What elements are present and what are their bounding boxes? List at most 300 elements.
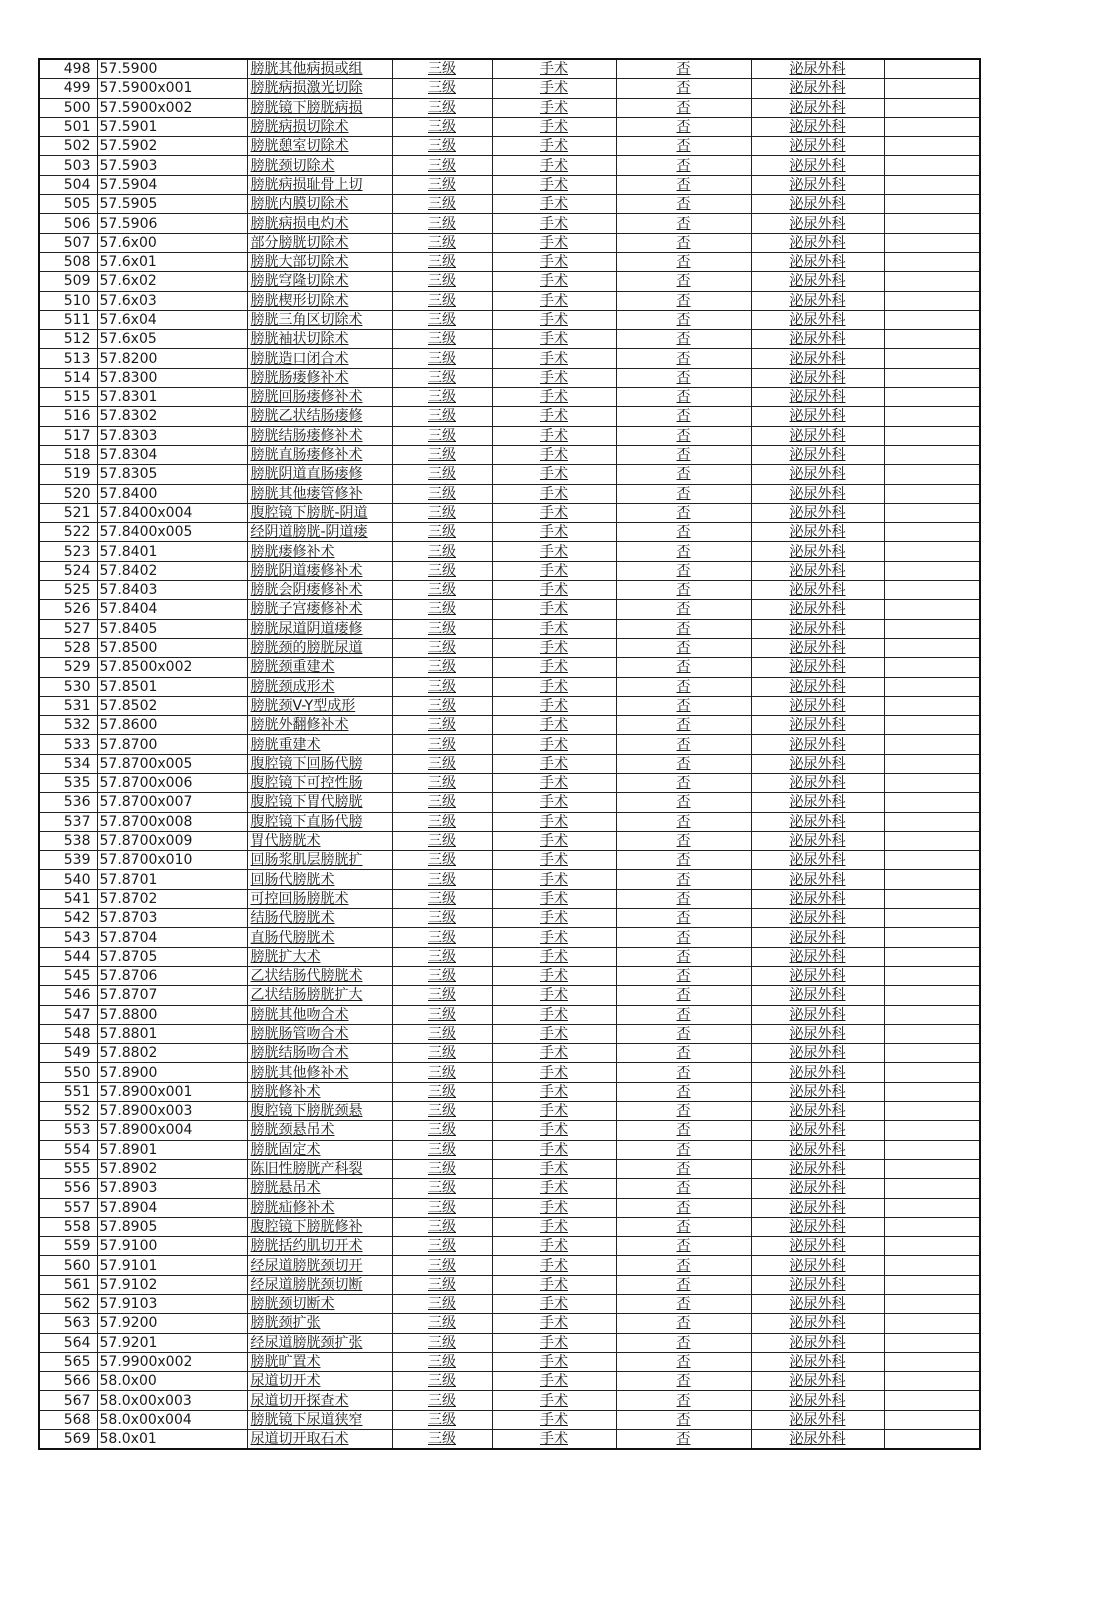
category-cell: 手术 [492,503,616,522]
row-number-cell: 498 [39,59,97,79]
department-cell: 泌尿外科 [751,909,884,928]
table-row [39,1102,980,1121]
row-number-cell: 557 [39,1198,97,1217]
category-cell: 手术 [492,1024,616,1043]
empty-cell [884,233,980,252]
row-number-cell: 553 [39,1121,97,1140]
procedure-code-cell: 57.8305 [97,465,247,484]
procedure-code-cell: 57.6x00 [97,233,247,252]
department-cell: 泌尿外科 [751,1430,884,1450]
flag-cell: 否 [616,542,751,561]
category-cell: 手术 [492,928,616,947]
procedure-code-cell: 57.5906 [97,214,247,233]
procedure-name-cell: 膀胱颈成形术 [247,677,392,696]
empty-cell [884,638,980,657]
table-row [39,947,980,966]
empty-cell [884,773,980,792]
procedure-code-cell: 57.5902 [97,137,247,156]
procedure-name-cell: 腹腔镜下膀胱修补 [247,1217,392,1236]
flag-cell: 否 [616,523,751,542]
department-cell: 泌尿外科 [751,1314,884,1333]
level-cell: 三级 [392,542,492,561]
category-cell: 手术 [492,581,616,600]
department-cell: 泌尿外科 [751,1082,884,1101]
procedure-code-cell: 57.8801 [97,1024,247,1043]
department-cell: 泌尿外科 [751,59,884,79]
row-number-cell: 567 [39,1391,97,1410]
flag-cell: 否 [616,870,751,889]
procedure-code-cell: 57.5903 [97,156,247,175]
category-cell: 手术 [492,484,616,503]
flag-cell: 否 [616,59,751,79]
procedure-name-cell: 经阴道膀胱-阴道瘘 [247,523,392,542]
procedure-name-cell: 膀胱肠瘘修补术 [247,368,392,387]
level-cell: 三级 [392,330,492,349]
procedure-name-cell: 膀胱病损切除术 [247,117,392,136]
flag-cell: 否 [616,1044,751,1063]
department-cell: 泌尿外科 [751,1198,884,1217]
level-cell: 三级 [392,175,492,194]
empty-cell [884,793,980,812]
procedure-name-cell: 膀胱阴道直肠瘘修 [247,465,392,484]
procedure-code-cell: 57.8900x003 [97,1102,247,1121]
table-row [39,1391,980,1410]
row-number-cell: 517 [39,426,97,445]
procedure-name-cell: 膀胱颈扩张 [247,1314,392,1333]
row-number-cell: 536 [39,793,97,812]
department-cell: 泌尿外科 [751,1391,884,1410]
flag-cell: 否 [616,368,751,387]
table-row [39,677,980,696]
empty-cell [884,1275,980,1294]
department-cell: 泌尿外科 [751,696,884,715]
procedure-code-cell: 57.8701 [97,870,247,889]
procedure-name-cell: 膀胱外翻修补术 [247,716,392,735]
table-row [39,98,980,117]
procedure-name-cell: 腹腔镜下膀胱颈悬 [247,1102,392,1121]
department-cell: 泌尿外科 [751,812,884,831]
row-number-cell: 552 [39,1102,97,1121]
empty-cell [884,658,980,677]
level-cell: 三级 [392,523,492,542]
level-cell: 三级 [392,272,492,291]
flag-cell: 否 [616,1063,751,1082]
category-cell: 手术 [492,638,616,657]
flag-cell: 否 [616,1217,751,1236]
procedure-code-cell: 57.8200 [97,349,247,368]
procedure-code-cell: 57.8800 [97,1005,247,1024]
procedure-name-cell: 部分膀胱切除术 [247,233,392,252]
empty-cell [884,137,980,156]
table-row [39,1024,980,1043]
procedure-name-cell: 膀胱病损激光切除 [247,79,392,98]
procedure-name-cell: 膀胱子宫瘘修补术 [247,600,392,619]
row-number-cell: 513 [39,349,97,368]
department-cell: 泌尿外科 [751,1044,884,1063]
level-cell: 三级 [392,1217,492,1236]
table-row [39,272,980,291]
department-cell: 泌尿外科 [751,793,884,812]
table-row [39,175,980,194]
level-cell: 三级 [392,1430,492,1450]
empty-cell [884,1005,980,1024]
department-cell: 泌尿外科 [751,947,884,966]
table-row [39,1159,980,1178]
level-cell: 三级 [392,1159,492,1178]
department-cell: 泌尿外科 [751,1333,884,1352]
category-cell: 手术 [492,523,616,542]
row-number-cell: 528 [39,638,97,657]
department-cell: 泌尿外科 [751,1256,884,1275]
flag-cell: 否 [616,1024,751,1043]
procedure-name-cell: 膀胱憩室切除术 [247,137,392,156]
empty-cell [884,79,980,98]
flag-cell: 否 [616,465,751,484]
table-row [39,889,980,908]
row-number-cell: 548 [39,1024,97,1043]
flag-cell: 否 [616,947,751,966]
level-cell: 三级 [392,117,492,136]
level-cell: 三级 [392,1102,492,1121]
row-number-cell: 521 [39,503,97,522]
department-cell: 泌尿外科 [751,523,884,542]
procedure-name-cell: 腹腔镜下直肠代膀 [247,812,392,831]
department-cell: 泌尿外科 [751,233,884,252]
row-number-cell: 538 [39,831,97,850]
category-cell: 手术 [492,600,616,619]
table-row [39,426,980,445]
category-cell: 手术 [492,368,616,387]
row-number-cell: 563 [39,1314,97,1333]
empty-cell [884,175,980,194]
empty-cell [884,1295,980,1314]
empty-cell [884,1102,980,1121]
empty-cell [884,1082,980,1101]
department-cell: 泌尿外科 [751,214,884,233]
procedure-code-cell: 57.8700x009 [97,831,247,850]
table-row [39,812,980,831]
level-cell: 三级 [392,388,492,407]
flag-cell: 否 [616,696,751,715]
empty-cell [884,291,980,310]
category-cell: 手术 [492,1256,616,1275]
procedure-code-cell: 57.8900x001 [97,1082,247,1101]
empty-cell [884,1410,980,1429]
empty-cell [884,716,980,735]
category-cell: 手术 [492,465,616,484]
department-cell: 泌尿外科 [751,330,884,349]
procedure-name-cell: 经尿道膀胱颈扩张 [247,1333,392,1352]
flag-cell: 否 [616,889,751,908]
empty-cell [884,330,980,349]
table-row [39,851,980,870]
level-cell: 三级 [392,1295,492,1314]
row-number-cell: 524 [39,561,97,580]
empty-cell [884,986,980,1005]
department-cell: 泌尿外科 [751,79,884,98]
procedure-code-cell: 57.8706 [97,966,247,985]
procedure-name-cell: 膀胱袖状切除术 [247,330,392,349]
procedure-code-cell: 57.8404 [97,600,247,619]
empty-cell [884,1391,980,1410]
department-cell: 泌尿外科 [751,1275,884,1294]
table-row [39,1372,980,1391]
category-cell: 手术 [492,233,616,252]
procedure-code-cell: 57.6x04 [97,310,247,329]
empty-cell [884,889,980,908]
empty-cell [884,735,980,754]
row-number-cell: 515 [39,388,97,407]
empty-cell [884,1159,980,1178]
row-number-cell: 546 [39,986,97,1005]
row-number-cell: 533 [39,735,97,754]
procedure-name-cell: 膀胱病损电灼术 [247,214,392,233]
flag-cell: 否 [616,793,751,812]
category-cell: 手术 [492,831,616,850]
procedure-code-cell: 57.8301 [97,388,247,407]
department-cell: 泌尿外科 [751,1063,884,1082]
table-row [39,1352,980,1371]
procedure-name-cell: 膀胱楔形切除术 [247,291,392,310]
table-row [39,696,980,715]
level-cell: 三级 [392,1179,492,1198]
flag-cell: 否 [616,79,751,98]
flag-cell: 否 [616,619,751,638]
table-row [39,966,980,985]
category-cell: 手术 [492,175,616,194]
procedure-name-cell: 膀胱大部切除术 [247,252,392,271]
flag-cell: 否 [616,754,751,773]
level-cell: 三级 [392,909,492,928]
flag-cell: 否 [616,156,751,175]
procedure-name-cell: 膀胱重建术 [247,735,392,754]
procedure-name-cell: 膀胱其他吻合术 [247,1005,392,1024]
row-number-cell: 544 [39,947,97,966]
category-cell: 手术 [492,195,616,214]
level-cell: 三级 [392,793,492,812]
empty-cell [884,214,980,233]
table-row [39,1198,980,1217]
procedure-name-cell: 膀胱穹隆切除术 [247,272,392,291]
procedure-code-cell: 57.8901 [97,1140,247,1159]
procedure-name-cell: 膀胱尿道阴道瘘修 [247,619,392,638]
table-row [39,1217,980,1236]
flag-cell: 否 [616,658,751,677]
row-number-cell: 540 [39,870,97,889]
table-row [39,1179,980,1198]
level-cell: 三级 [392,1063,492,1082]
empty-cell [884,407,980,426]
level-cell: 三级 [392,831,492,850]
department-cell: 泌尿外科 [751,600,884,619]
empty-cell [884,870,980,889]
level-cell: 三级 [392,600,492,619]
category-cell: 手术 [492,330,616,349]
flag-cell: 否 [616,600,751,619]
procedure-code-cell: 57.8302 [97,407,247,426]
level-cell: 三级 [392,59,492,79]
procedure-name-cell: 膀胱其他瘘管修补 [247,484,392,503]
row-number-cell: 522 [39,523,97,542]
table-row [39,407,980,426]
level-cell: 三级 [392,870,492,889]
flag-cell: 否 [616,1352,751,1371]
level-cell: 三级 [392,445,492,464]
department-cell: 泌尿外科 [751,1024,884,1043]
table-row [39,1275,980,1294]
level-cell: 三级 [392,735,492,754]
row-number-cell: 511 [39,310,97,329]
department-cell: 泌尿外科 [751,407,884,426]
category-cell: 手术 [492,677,616,696]
procedure-name-cell: 膀胱其他修补术 [247,1063,392,1082]
level-cell: 三级 [392,349,492,368]
category-cell: 手术 [492,1237,616,1256]
empty-cell [884,59,980,79]
procedure-name-cell: 膀胱镜下尿道狭窄 [247,1410,392,1429]
table-row [39,1333,980,1352]
procedure-code-cell: 57.6x01 [97,252,247,271]
level-cell: 三级 [392,1333,492,1352]
level-cell: 三级 [392,291,492,310]
row-number-cell: 500 [39,98,97,117]
level-cell: 三级 [392,773,492,792]
table-row [39,1237,980,1256]
procedure-name-cell: 乙状结肠代膀胱术 [247,966,392,985]
procedure-code-cell: 57.9200 [97,1314,247,1333]
procedure-name-cell: 回肠代膀胱术 [247,870,392,889]
empty-cell [884,252,980,271]
category-cell: 手术 [492,1159,616,1178]
procedure-code-cell: 57.8700x005 [97,754,247,773]
table-row [39,1005,980,1024]
procedure-code-cell: 57.5904 [97,175,247,194]
row-number-cell: 518 [39,445,97,464]
row-number-cell: 562 [39,1295,97,1314]
procedure-name-cell: 膀胱三角区切除术 [247,310,392,329]
row-number-cell: 568 [39,1410,97,1429]
procedure-code-cell: 57.8501 [97,677,247,696]
level-cell: 三级 [392,812,492,831]
category-cell: 手术 [492,310,616,329]
category-cell: 手术 [492,445,616,464]
table-row [39,735,980,754]
empty-cell [884,966,980,985]
category-cell: 手术 [492,716,616,735]
department-cell: 泌尿外科 [751,1352,884,1371]
level-cell: 三级 [392,677,492,696]
department-cell: 泌尿外科 [751,1295,884,1314]
level-cell: 三级 [392,658,492,677]
department-cell: 泌尿外科 [751,735,884,754]
procedure-name-cell: 尿道切开取石术 [247,1430,392,1450]
table-row [39,716,980,735]
category-cell: 手术 [492,1082,616,1101]
procedure-code-cell: 57.8900x004 [97,1121,247,1140]
procedure-code-cell: 57.8700x007 [97,793,247,812]
department-cell: 泌尿外科 [751,465,884,484]
flag-cell: 否 [616,484,751,503]
department-cell: 泌尿外科 [751,310,884,329]
level-cell: 三级 [392,716,492,735]
empty-cell [884,117,980,136]
procedure-name-cell: 膀胱病损耻骨上切 [247,175,392,194]
flag-cell: 否 [616,445,751,464]
level-cell: 三级 [392,1198,492,1217]
table-row [39,214,980,233]
category-cell: 手术 [492,1063,616,1082]
empty-cell [884,1352,980,1371]
level-cell: 三级 [392,1275,492,1294]
department-cell: 泌尿外科 [751,445,884,464]
row-number-cell: 507 [39,233,97,252]
department-cell: 泌尿外科 [751,1372,884,1391]
table-row [39,330,980,349]
table-row [39,619,980,638]
level-cell: 三级 [392,928,492,947]
department-cell: 泌尿外科 [751,1102,884,1121]
procedure-name-cell: 腹腔镜下回肠代膀 [247,754,392,773]
procedure-name-cell: 乙状结肠膀胱扩大 [247,986,392,1005]
flag-cell: 否 [616,310,751,329]
procedure-name-cell: 膀胱内膜切除术 [247,195,392,214]
row-number-cell: 541 [39,889,97,908]
table-row [39,503,980,522]
procedure-name-cell: 结肠代膀胱术 [247,909,392,928]
procedure-name-cell: 膀胱颈重建术 [247,658,392,677]
category-cell: 手术 [492,1102,616,1121]
flag-cell: 否 [616,330,751,349]
table-row [39,986,980,1005]
level-cell: 三级 [392,465,492,484]
category-cell: 手术 [492,388,616,407]
procedure-code-cell: 57.8700x010 [97,851,247,870]
flag-cell: 否 [616,1159,751,1178]
level-cell: 三级 [392,754,492,773]
category-cell: 手术 [492,1295,616,1314]
table-row [39,368,980,387]
department-cell: 泌尿外科 [751,1179,884,1198]
table-row [39,600,980,619]
flag-cell: 否 [616,966,751,985]
procedure-code-cell: 57.8300 [97,368,247,387]
row-number-cell: 508 [39,252,97,271]
flag-cell: 否 [616,986,751,1005]
row-number-cell: 550 [39,1063,97,1082]
empty-cell [884,465,980,484]
row-number-cell: 531 [39,696,97,715]
empty-cell [884,1044,980,1063]
category-cell: 手术 [492,542,616,561]
row-number-cell: 547 [39,1005,97,1024]
empty-cell [884,1179,980,1198]
department-cell: 泌尿外科 [751,1121,884,1140]
procedure-name-cell: 尿道切开探查术 [247,1391,392,1410]
row-number-cell: 523 [39,542,97,561]
flag-cell: 否 [616,1275,751,1294]
procedure-code-cell: 57.5905 [97,195,247,214]
procedure-code-cell: 57.9101 [97,1256,247,1275]
department-cell: 泌尿外科 [751,252,884,271]
empty-cell [884,754,980,773]
flag-cell: 否 [616,909,751,928]
procedure-code-cell: 57.8401 [97,542,247,561]
category-cell: 手术 [492,986,616,1005]
procedure-code-cell: 57.9100 [97,1237,247,1256]
level-cell: 三级 [392,1391,492,1410]
table-row [39,773,980,792]
category-cell: 手术 [492,272,616,291]
